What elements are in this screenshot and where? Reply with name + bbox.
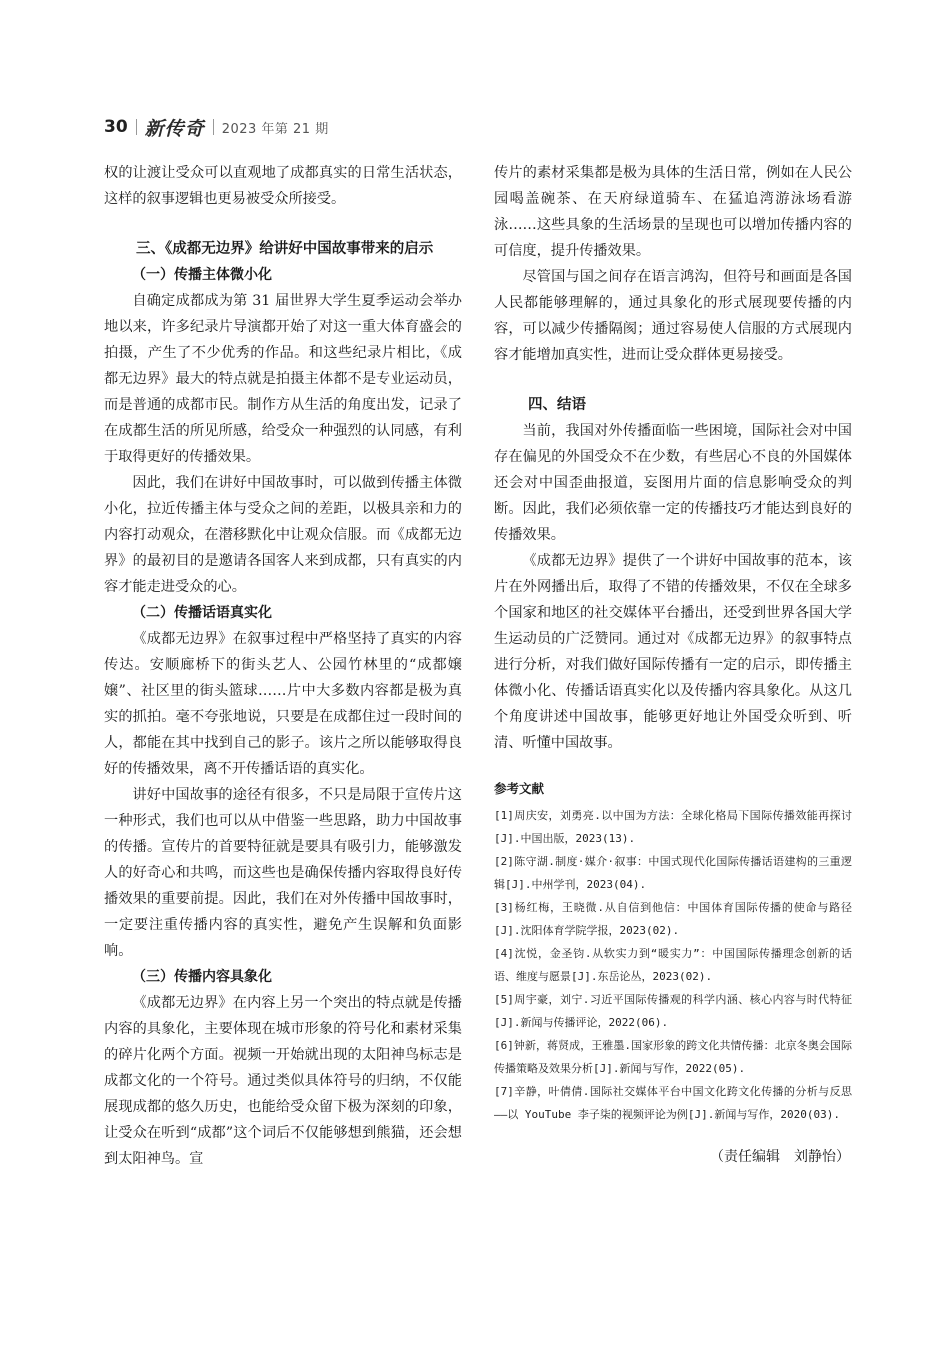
paragraph-continued: 传片的素材采集都是极为具体的生活日常，例如在人民公园喝盖碗茶、在天府绿道骑车、在猛追湾游泳场看游泳……这些具象的生活场景的呈现也可以增加传播内容的可信度，提升传播效果。 [494,165,852,259]
paragraph: 因此，我们在讲好中国故事时，可以做到传播主体微小化，拉近传播主体与受众之间的差距，以极具亲和力的内容打动观众，在潜移默化中让观众信服。而《成都无边界》的最初目的是邀请各国客人来到成都，只有真实的内容才能走进受众的心。 [104,475,462,595]
reference-item: [4]沈悦，金圣钧.从软实力到“暖实力”：中国国际传播理念创新的话语、维度与愿景[J].东岳论丛，2023(02). [494,947,852,983]
references-list [494,804,852,1126]
issue-label: 2023 年第 21 期 [221,121,329,137]
references-heading: 参考文献 [494,781,545,796]
journal-logo: 新传奇 [144,117,205,140]
reference-item: [6]钟新，蒋贤成，王雅墨.国家形象的跨文化共情传播：北京冬奥会国际传播策略及效果分析[J].新闻与写作，2022(05). [494,1039,852,1075]
editor-note: （责任编辑 刘静怡） [710,1149,850,1165]
paragraph-continued: 权的让渡让受众可以直观地了成都真实的日常生活状态，这样的叙事逻辑也更易被受众所接受。 [104,165,462,207]
left-column [104,160,462,1172]
subsection-heading-2: （二）传播话语真实化 [132,605,272,621]
section-heading-3: 三、《成都无边界》给讲好中国故事带来的启示 [136,241,434,257]
paragraph: 《成都无边界》在内容上另一个突出的特点就是传播内容的具象化，主要体现在城市形象的符号化和素材采集的碎片化两个方面。视频一开始就出现的太阳神鸟标志是成都文化的一个符号。通过类似具体符号的归纳，不仅能展现成都的悠久历史，也能给受众留下极为深刻的印象，让受众在听到“成都”这个词后不仅能够想到熊猫，还会想到太阳神鸟。宣 [104,995,462,1167]
right-column [494,160,852,1170]
subsection-heading-1: （一）传播主体微小化 [132,267,272,283]
subsection-heading-3: （三）传播内容具象化 [132,969,272,985]
reference-item: [1]周庆安，刘勇亮.以中国为方法：全球化格局下国际传播效能再探讨[J].中国出版，2023(13). [494,809,852,845]
page-header [104,112,329,142]
reference-item: [2]陈守湖.制度·媒介·叙事：中国式现代化国际传播话语建构的三重逻辑[J].中州学刊，2023(04). [494,855,852,891]
paragraph: 讲好中国故事的途径有很多，不只是局限于宣传片这一种形式，我们也可以从中借鉴一些思路，助力中国故事的传播。宣传片的首要特征就是要具有吸引力，能够激发人的好奇心和共鸣，而这些也是确保传播内容取得良好传播效果的重要前提。因此，我们在对外传播中国故事时，一定要注重传播内容的真实性，避免产生误解和负面影响。 [104,787,462,959]
reference-item: [7]辛静，叶倩倩.国际社交媒体平台中国文化跨文化传播的分析与反思——以 YouTube 李子柒的视频评论为例[J].新闻与写作，2020(03). [494,1085,852,1121]
reference-item: [5]周宇豪，刘宁.习近平国际传播观的科学内涵、核心内容与时代特征[J].新闻与传播评论，2022(06). [494,993,852,1029]
header-divider [136,119,137,135]
paragraph: 当前，我国对外传播面临一些困境，国际社会对中国存在偏见的外国受众不在少数，有些居心不良的外国媒体还会对中国歪曲报道，妄图用片面的信息影响受众的判断。因此，我们必须依靠一定的传播技巧才能达到良好的传播效果。 [494,423,852,543]
paragraph: 《成都无边界》在叙事过程中严格坚持了真实的内容传达。安顺廊桥下的街头艺人、公园竹林里的“成都嬢嬢”、社区里的街头篮球……片中大多数内容都是极为真实的抓拍。毫不夸张地说，只要是在成都住过一段时间的人，都能在其中找到自己的影子。该片之所以能够取得良好的传播效果，离不开传播话语的真实化。 [104,631,462,777]
reference-item: [3]杨红梅，王晓微.从自信到他信：中国体育国际传播的使命与路径[J].沈阳体育学院学报，2023(02). [494,901,852,937]
paragraph: 尽管国与国之间存在语言鸿沟，但符号和画面是各国人民都能够理解的，通过具象化的形式展现要传播的内容，可以减少传播隔阂；通过容易使人信服的方式展现内容才能增加真实性，进而让受众群体更易接受。 [494,269,852,363]
paragraph: 《成都无边界》提供了一个讲好中国故事的范本，该片在外网播出后，取得了不错的传播效果，不仅在全球多个国家和地区的社交媒体平台播出，还受到世界各国大学生运动员的广泛赞同。通过对《成都无边界》的叙事特点进行分析，对我们做好国际传播有一定的启示，即传播主体微小化、传播话语真实化以及传播内容具象化。从这几个角度讲述中国故事，能够更好地让外国受众听到、听清、听懂中国故事。 [494,553,852,751]
header-divider [213,119,214,135]
paragraph: 自确定成都成为第 31 届世界大学生夏季运动会举办地以来，许多纪录片导演都开始了对这一重大体育盛会的拍摄，产生了不少优秀的作品。和这些纪录片相比，《成都无边界》最大的特点就是拍摄主体都不是专业运动员，而是普通的成都市民。制作方从生活的角度出发，记录了在成都生活的所见所感，给受众一种强烈的认同感，有利于取得更好的传播效果。 [104,293,462,465]
page-number: 30 [104,117,128,137]
section-heading-4: 四、结语 [528,397,586,413]
